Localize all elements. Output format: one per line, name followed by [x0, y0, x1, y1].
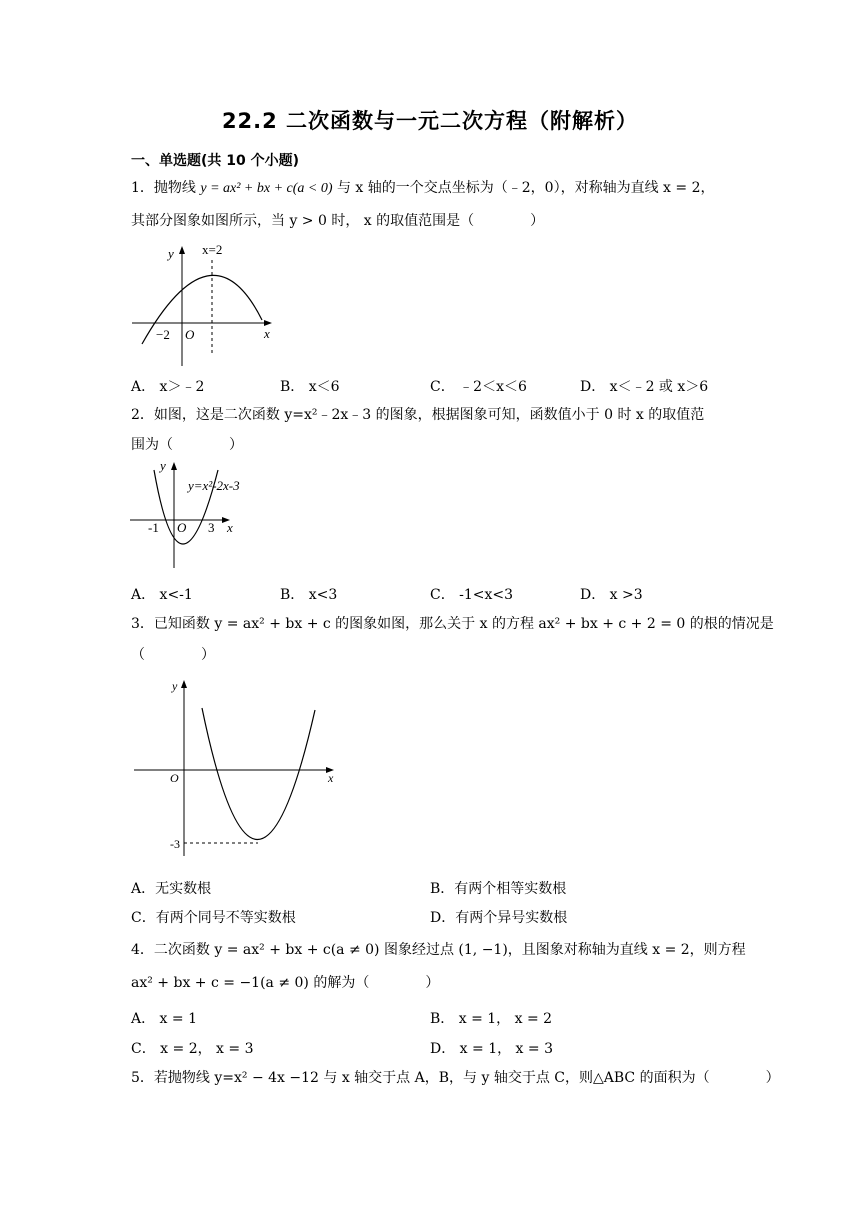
q3-line2: （ ）	[131, 647, 215, 663]
q2-line1: 2．如图，这是二次函数 y=x²﹣2x﹣3 的图象，根据图象可知，函数值小于 0 时 x 的取值范	[131, 407, 705, 423]
q3-x-label: x	[328, 771, 334, 785]
q2-y-label: y	[160, 458, 166, 473]
q1-line1	[131, 178, 714, 199]
q4-line2: ax² + bx + c = −1(a ≠ 0) 的解为（ ）	[131, 975, 440, 991]
q1-y-label: y	[168, 246, 174, 261]
q4-line1: 4．二次函数 y = ax² + bx + c(a ≠ 0) 图象经过点 (1, −1)，且图象对称轴为直线 x = 2，则方程	[131, 942, 746, 958]
q2-option-d[interactable]: D． x >3	[580, 587, 643, 603]
q3-option-a[interactable]: A．无实数根	[131, 881, 212, 897]
q1-option-c[interactable]: C． ﹣2＜x＜6	[430, 379, 527, 395]
q2-three-label: 3	[208, 520, 215, 535]
q2-equation-label: y=x²-2x-3	[188, 478, 240, 493]
q1-option-b[interactable]: B． x＜6	[280, 379, 340, 395]
q2-option-c[interactable]: C． -1<x<3	[430, 587, 514, 603]
q3-neg3-label: -3	[170, 837, 180, 851]
q1-option-d[interactable]: D． x＜﹣2 或 x＞6	[580, 379, 709, 395]
q2-y-arrow-icon	[171, 462, 177, 470]
q4-option-d[interactable]: D． x = 1， x = 3	[430, 1041, 553, 1057]
q4-option-a[interactable]: A． x = 1	[131, 1011, 197, 1027]
q3-line1: 3．已知函数 y = ax² + bx + c 的图象如图，那么关于 x 的方程 ax² + bx + c + 2 = 0 的根的情况是	[131, 616, 774, 632]
q3-origin-label: O	[170, 771, 179, 785]
q4-option-b[interactable]: B． x = 1， x = 2	[430, 1011, 553, 1027]
q3-option-b[interactable]: B．有两个相等实数根	[430, 881, 567, 897]
q1-text-b: 与 x 轴的一个交点坐标为（﹣2，0），对称轴为直线 x = 2，	[332, 180, 715, 196]
q3-figure	[128, 670, 343, 860]
q1-line2: 其部分图象如图所示，当 y > 0 时， x 的取值范围是（ ）	[131, 213, 545, 229]
q2-figure	[128, 458, 248, 574]
q5-line1: 5．若抛物线 y=x² − 4x −12 与 x 轴交于点 A，B，与 y 轴交于点 C，则△ABC 的面积为（ ）	[131, 1070, 780, 1086]
section-heading: 一、单选题(共 10 个小题)	[131, 153, 300, 169]
q1-y-arrow-icon	[179, 246, 185, 254]
q2-option-b[interactable]: B． x<3	[280, 587, 338, 603]
q2-neg1-label: -1	[148, 520, 159, 535]
q3-y-arrow-icon	[181, 680, 187, 688]
q2-line2: 围为（ ）	[131, 437, 243, 453]
q1-origin-label: O	[185, 327, 195, 342]
q3-parabola	[202, 708, 315, 840]
q1-text-a: 1．抛物线	[131, 180, 201, 196]
q2-option-a[interactable]: A． x<-1	[131, 587, 193, 603]
q1-figure	[128, 238, 278, 370]
q1-axis-label: x=2	[202, 242, 223, 257]
q1-option-a[interactable]: A． x＞﹣2	[131, 379, 205, 395]
q3-option-d[interactable]: D．有两个异号实数根	[430, 910, 568, 926]
q1-equation: y = ax² + bx + c(a < 0)	[200, 181, 333, 196]
q3-option-c[interactable]: C．有两个同号不等实数根	[131, 910, 296, 926]
q2-x-label: x	[227, 520, 233, 535]
q4-option-c[interactable]: C． x = 2， x = 3	[131, 1041, 254, 1057]
q3-y-label: y	[172, 679, 178, 693]
page-title: 22.2 二次函数与一元二次方程（附解析）	[221, 109, 639, 133]
q1-neg2-label: −2	[156, 327, 170, 342]
q2-origin-label: O	[177, 520, 187, 535]
q1-x-label: x	[264, 326, 270, 341]
